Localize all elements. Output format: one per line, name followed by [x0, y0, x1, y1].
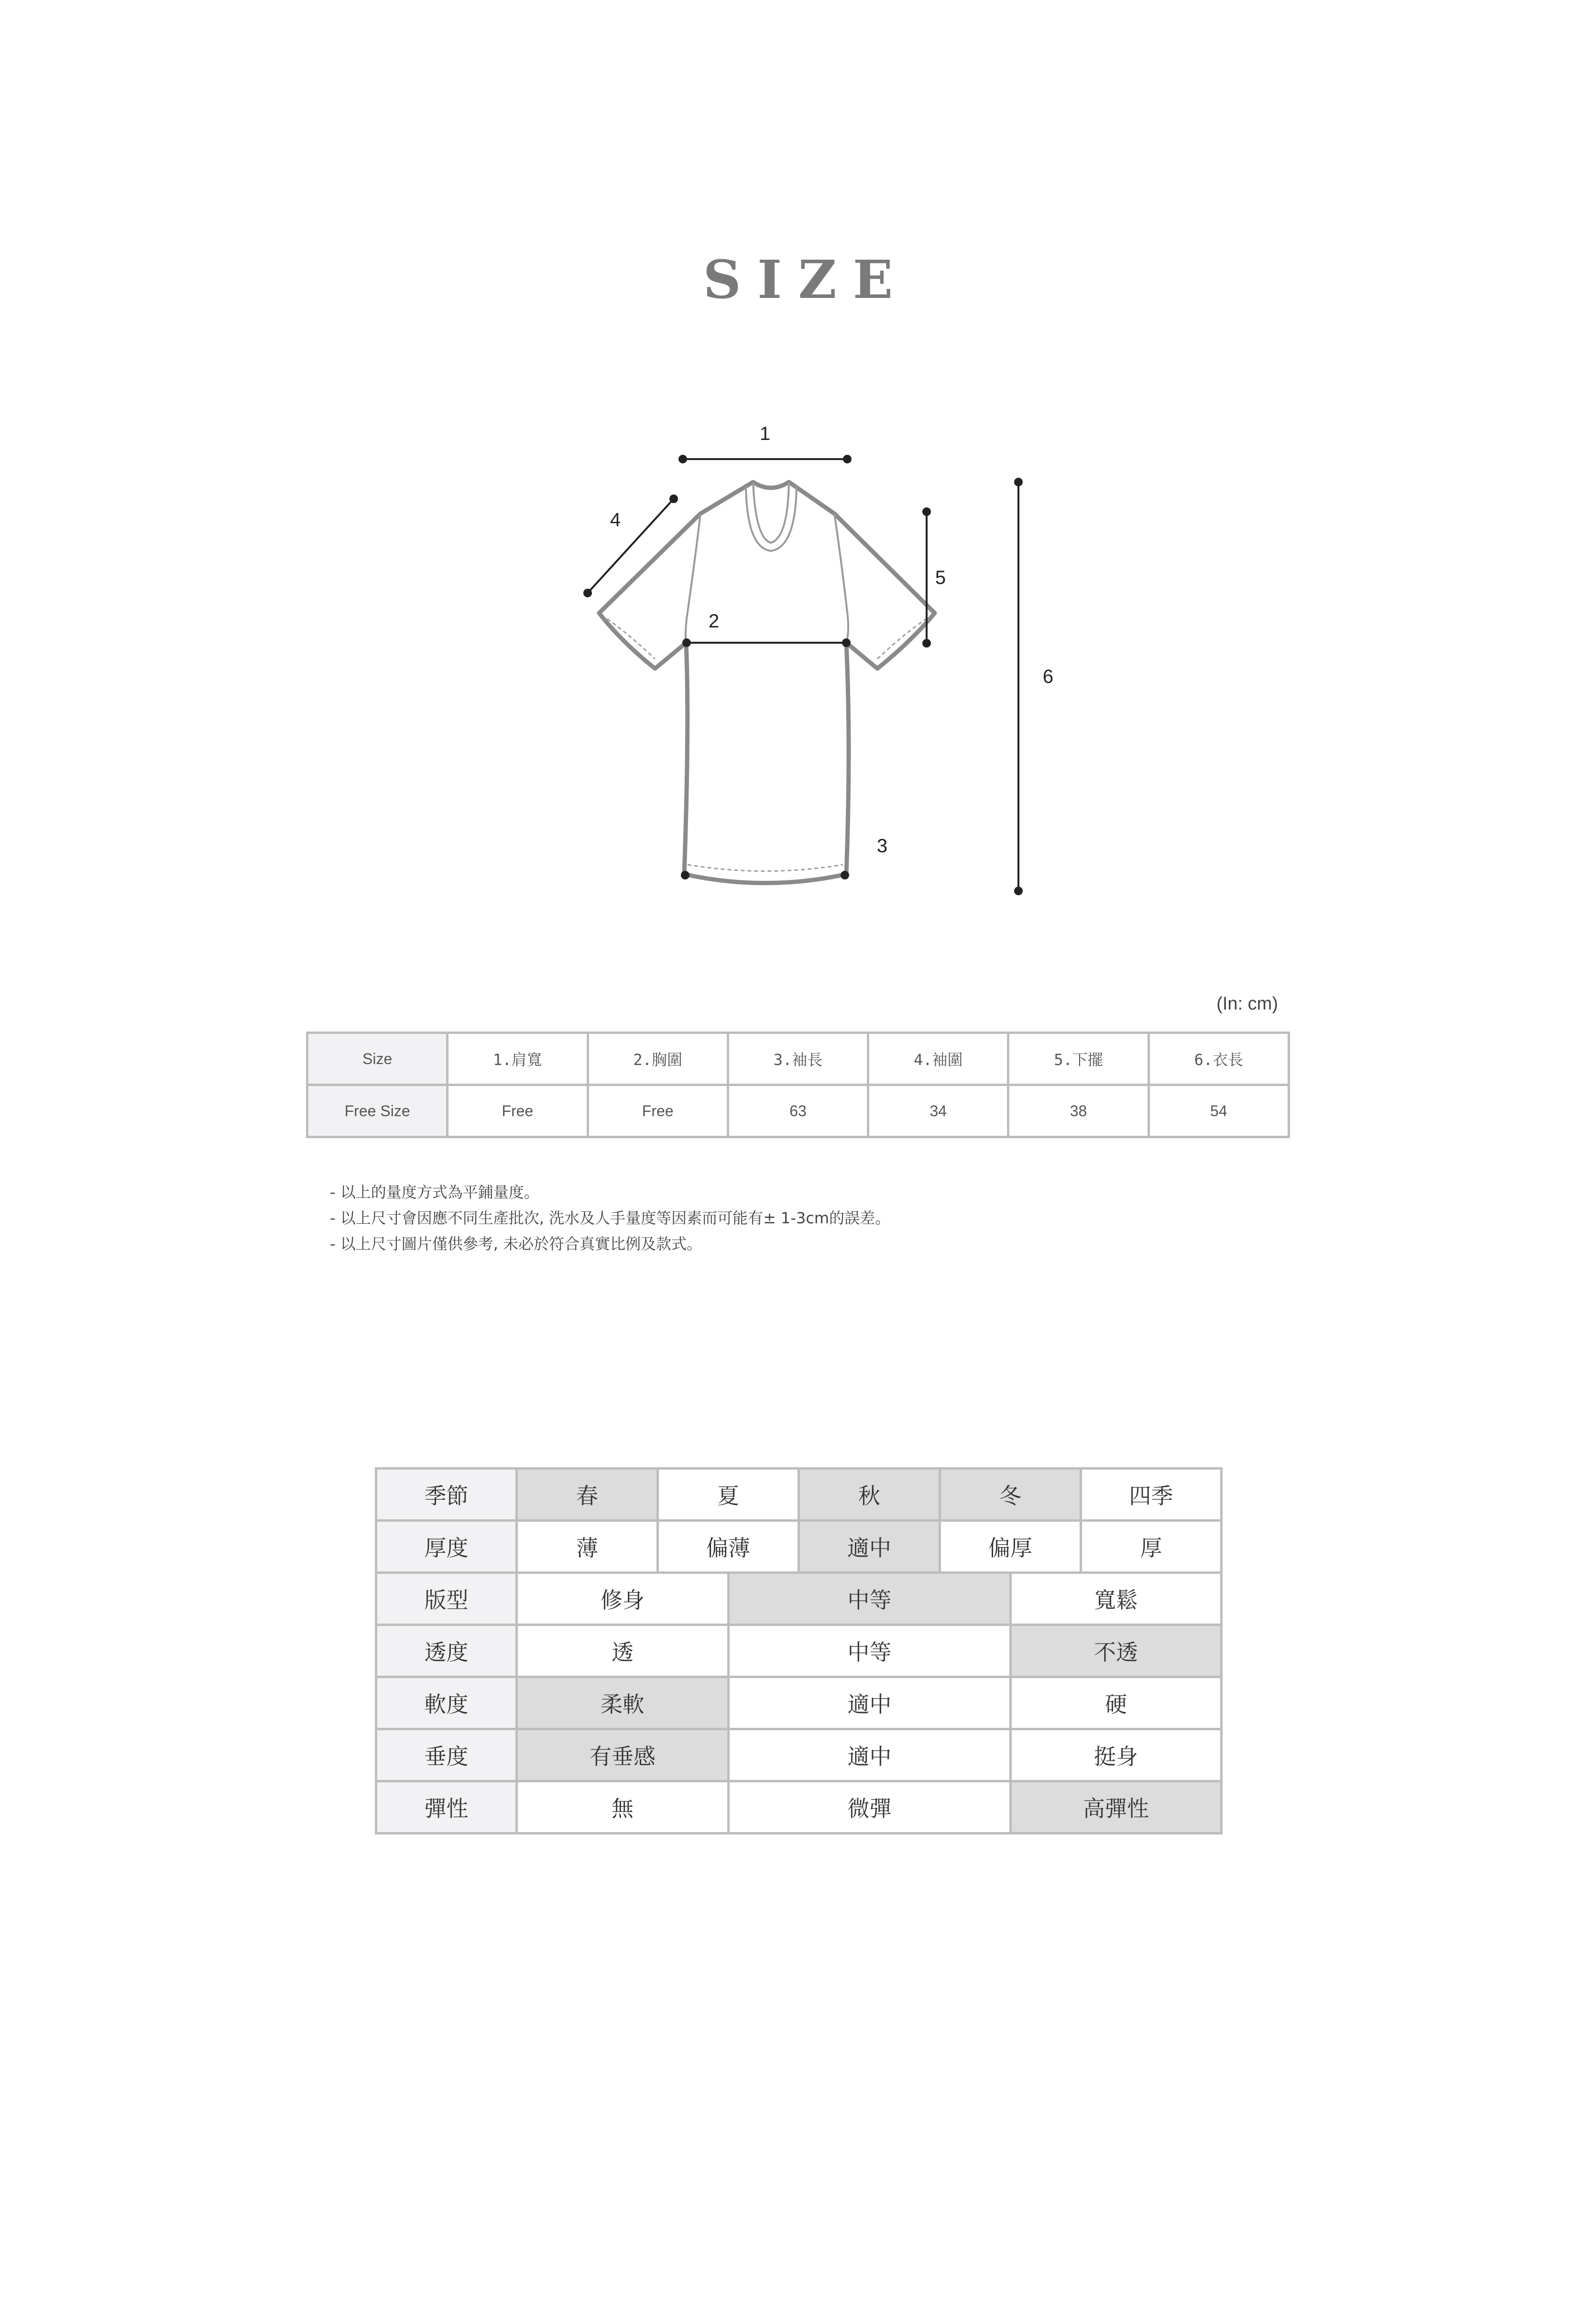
option-structured: 挺身	[1011, 1729, 1222, 1781]
fabric-row-fit	[376, 1573, 1222, 1625]
option-regular-fit: 中等	[729, 1573, 1011, 1625]
measurement-notes	[330, 1179, 890, 1257]
left-armhole	[686, 514, 700, 643]
fabric-label-transparency: 透度	[376, 1625, 517, 1677]
option-medium-drape: 適中	[729, 1729, 1011, 1781]
option-opaque: 不透	[1011, 1625, 1222, 1677]
option-soft: 柔軟	[517, 1677, 729, 1729]
option-slight-stretch: 微彈	[729, 1781, 1011, 1834]
fabric-label-drape: 垂度	[376, 1729, 517, 1781]
size-header-hem: 5.下擺	[1008, 1033, 1148, 1085]
measure-label-6: 6	[1042, 666, 1054, 687]
measure-label-2: 2	[708, 611, 720, 632]
size-cell-hem: 38	[1008, 1085, 1148, 1137]
option-sheer: 透	[517, 1625, 729, 1677]
option-stiff: 硬	[1011, 1677, 1222, 1729]
size-cell-name: Free Size	[307, 1085, 448, 1137]
size-header-chest: 2.胸圍	[588, 1033, 728, 1085]
option-spring: 春	[517, 1469, 658, 1521]
size-header-sleeve-width: 4.袖圍	[868, 1033, 1008, 1085]
right-armhole	[834, 514, 848, 643]
fabric-row-drape	[376, 1729, 1222, 1781]
option-winter: 冬	[940, 1469, 1081, 1521]
size-cell-sleeve-width: 34	[868, 1085, 1008, 1137]
fabric-row-softness	[376, 1677, 1222, 1729]
size-table-row	[307, 1085, 1289, 1137]
page-title: SIZE	[703, 249, 909, 310]
hem-stitch	[688, 865, 843, 871]
size-cell-length: 54	[1148, 1085, 1289, 1137]
size-table-header-row	[307, 1033, 1289, 1085]
size-table	[306, 1032, 1290, 1138]
option-all-seasons: 四季	[1081, 1469, 1222, 1521]
fabric-properties-table	[375, 1467, 1223, 1834]
size-header-length: 6.衣長	[1148, 1033, 1289, 1085]
measure-label-3: 3	[876, 835, 888, 857]
option-summer: 夏	[658, 1469, 799, 1521]
fabric-label-season: 季節	[376, 1469, 517, 1521]
option-thin: 薄	[517, 1521, 658, 1573]
size-header-sleeve-length: 3.袖長	[728, 1033, 868, 1085]
note-line: - 以上的量度方式為平鋪量度。	[330, 1183, 539, 1201]
left-sleeve-stitch	[607, 619, 655, 659]
size-cell-sleeve-length: 63	[728, 1085, 868, 1137]
collar-inner	[753, 482, 789, 543]
fabric-row-elasticity	[376, 1781, 1222, 1834]
measure-label-1: 1	[759, 423, 771, 444]
size-cell-shoulder: Free	[448, 1085, 588, 1137]
size-header-shoulder: 1.肩寬	[448, 1033, 588, 1085]
option-slightly-thin: 偏薄	[658, 1521, 799, 1573]
option-thick: 厚	[1081, 1521, 1222, 1573]
unit-label: (In: cm)	[1216, 994, 1278, 1014]
option-loose: 寬鬆	[1011, 1573, 1222, 1625]
option-drapey: 有垂感	[517, 1729, 729, 1781]
tshirt-outline	[599, 482, 935, 883]
fabric-row-thickness	[376, 1521, 1222, 1573]
right-sleeve-stitch	[877, 619, 926, 659]
option-autumn: 秋	[799, 1469, 940, 1521]
option-medium-softness: 適中	[729, 1677, 1011, 1729]
option-semi-sheer: 中等	[729, 1625, 1011, 1677]
option-high-stretch: 高彈性	[1011, 1781, 1222, 1834]
size-cell-chest: Free	[588, 1085, 728, 1137]
fabric-label-softness: 軟度	[376, 1677, 517, 1729]
option-no-stretch: 無	[517, 1781, 729, 1834]
measure-label-4: 4	[610, 509, 621, 530]
measure-label-5: 5	[935, 567, 946, 588]
note-line: - 以上尺寸圖片僅供參考, 未必於符合真實比例及款式。	[330, 1235, 702, 1253]
fabric-row-transparency	[376, 1625, 1222, 1677]
option-slightly-thick: 偏厚	[940, 1521, 1081, 1573]
fabric-label-fit: 版型	[376, 1573, 517, 1625]
size-header-size: Size	[307, 1033, 448, 1085]
fabric-row-season	[376, 1469, 1222, 1521]
option-medium-thickness: 適中	[799, 1521, 940, 1573]
fabric-label-thickness: 厚度	[376, 1521, 517, 1573]
note-line: - 以上尺寸會因應不同生產批次, 洗水及人手量度等因素而可能有± 1-3cm的誤差。	[330, 1209, 891, 1227]
fabric-label-elasticity: 彈性	[376, 1781, 517, 1834]
option-slim: 修身	[517, 1573, 729, 1625]
tshirt-measurement-diagram	[564, 411, 1081, 918]
